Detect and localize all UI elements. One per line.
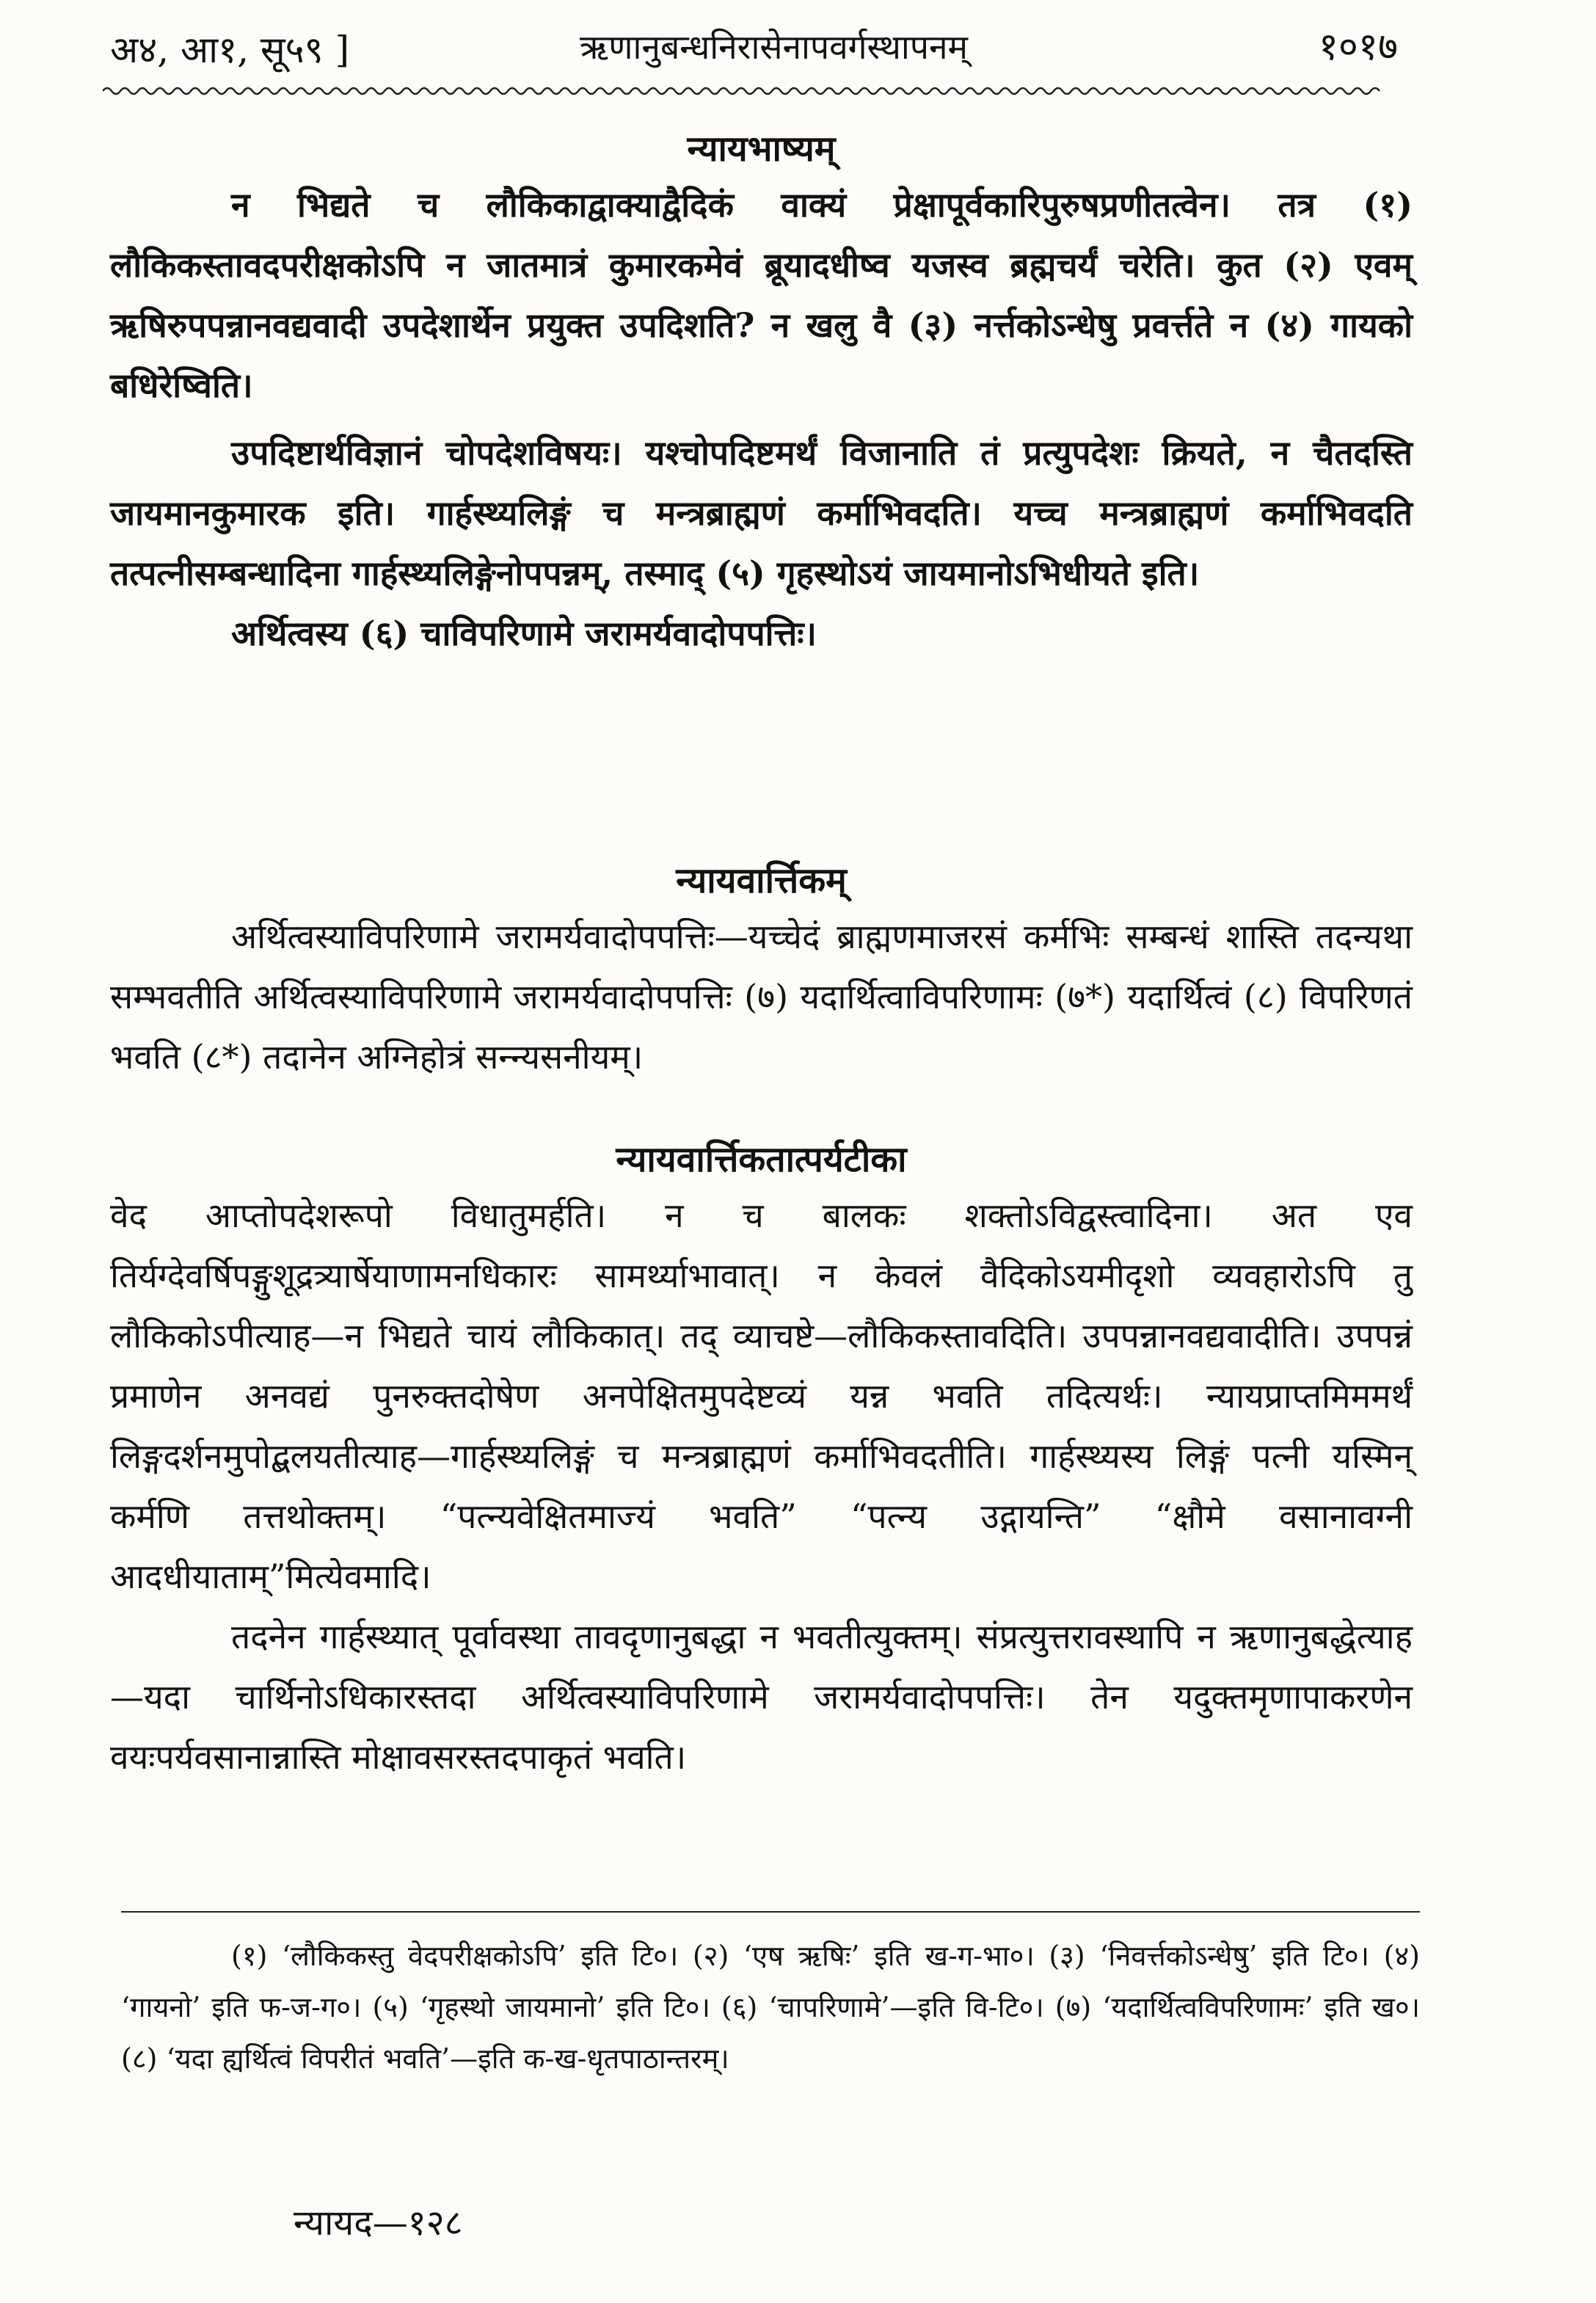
tika-section (110, 1134, 1413, 1787)
tika-paragraph: वेद आप्तोपदेशरूपो विधातुमर्हति। न च बालकः शक्तोऽविद्वस्त्वादिना। अत एव तिर्यग्देवर्षिपङ्गुशूद्रत्र्यार्षेयाणामनधिकारः सामर्थ्याभावात्। न केवलं वैदिकोऽयमीदृशो व्यवहारोऽपि तु लौकिकोऽपीत्याह—न भिद्यते चायं लौकिकात्। तद् व्याचष्टे—लौकिकस्तावदिति। उपपन्नानवद्यवादीति। उपपन्नं प्रमाणेन अनवद्यं पुनरुक्तदोषेण अनपेक्षितमुपदेष्टव्यं यन्न भवति तदित्यर्थः। न्यायप्राप्तमिममर्थं लिङ्गदर्शनमुपोद्बलयतीत्याह—गार्हस्थ्यलिङ्गं च मन्त्रब्राह्मणं कर्माभिवदतीति। गार्हस्थ्यस्य लिङ्गं पत्नी यस्मिन् कर्मणि तत्तथोक्तम्। “पत्न्यवेक्षितमाज्यं भवति” “पत्न्य उद्गायन्ति” “क्षौमे वसानावग्नी आदधीयाताम्”मित्येवमादि। (110, 1196, 1413, 1596)
signature-mark: न्यायद—१२८ (294, 2202, 463, 2244)
wavy-divider (103, 82, 1420, 100)
footnotes: (१) ‘लौकिकस्तु वेदपरीक्षकोऽपि’ इति टि०। (२) ‘एष ऋषिः’ इति ख-ग-भा०। (३) ‘निवर्त्तकोऽन्धेषु’ इति टि०। (४) ‘गायनो’ इति फ-ज-ग०। (५) ‘गृहस्थो जायमानो’ इति टि०। (६) ‘चापरिणामे’—इति वि-टि०। (७) ‘यदार्थित्वविपरिणामः’ इति ख०। (८) ‘यदा ह्यर्थित्वं विपरीतं भवति’—इति क-ख-धृतपाठान्तरम्। (121, 1940, 1420, 2075)
section-heading-nyayavartika: न्यायवार्त्तिकम् (676, 860, 847, 901)
section-heading-nyayabhashya: न्यायभाष्यम् (687, 128, 836, 170)
bhashya-paragraph: उपदिष्टार्थविज्ञानं चोपदेशविषयः। यश्चोपदिष्टमर्थं विजानाति तं प्रत्युपदेशः क्रियते, न चैतदस्ति जायमानकुमारक इति। गार्हस्थ्यलिङ्गं च मन्त्रब्राह्मणं कर्माभिवदति। यच्च मन्त्रब्राह्मणं कर्माभिवदति तत्पत्नीसम्बन्धादिना गार्हस्थ्यलिङ्गेनोपपन्नम्, तस्माद् (५) गृहस्थोऽयं जायमानोऽभिधीयते इति। (110, 433, 1413, 593)
chapter-reference: अ४, आ१, सू५९ ] (110, 29, 350, 71)
page-number: १०१७ (1318, 25, 1398, 69)
tika-paragraph: तदनेन गार्हस्थ्यात् पूर्वावस्था तावदृणानुबद्धा न भवतीत्युक्तम्। संप्रत्युत्तरावस्थापि न ऋणानुबद्धेत्याह—यदा चार्थिनोऽधिकारस्तदा अर्थित्वस्याविपरिणामे जरामर्यवादोपपत्तिः। तेन यदुक्तमृणापाकरणेन वयःपर्यवसानान्नास्ति मोक्षावसरस्तदपाकृतं भवति। (110, 1617, 1413, 1777)
sutra-line: अर्थित्वस्य (६) चाविपरिणामे जरामर्यवादोपपत्तिः। (231, 614, 817, 653)
vartika-section (110, 855, 1413, 1087)
vartika-paragraph: अर्थित्वस्याविपरिणामे जरामर्यवादोपपत्तिः—यच्चेदं ब्राह्मणमाजरसं कर्मभिः सम्बन्धं शास्ति तदन्यथा सम्भवतीति अर्थित्वस्याविपरिणामे जरामर्यवादोपपत्तिः (७) यदार्थित्वाविपरिणामः (७*) यदार्थित्वं (८) विपरिणतं भवति (८*) तदानेन अग्निहोत्रं सन्न्यसनीयम्। (110, 917, 1413, 1077)
bhashya-section (110, 123, 1413, 663)
running-title: ऋणानुबन्धनिरासेनापवर्गस्थापनम् (580, 27, 968, 67)
bhashya-paragraph: न भिद्यते च लौकिकाद्वाक्याद्वैदिकं वाक्यं प्रेक्षापूर्वकारिपुरुषप्रणीतत्वेन। तत्र (१) लौकिकस्तावदपरीक्षकोऽपि न जातमात्रं कुमारकमेवं ब्रूयादधीष्व यजस्व ब्रह्मचर्यं चरेति। कुत (२) एवम् ऋषिरुपपन्नानवद्यवादी उपदेशार्थेन प्रयुक्त उपदिशति? न खलु वै (३) नर्त्तकोऽन्धेषु प्रवर्त्तते न (४) गायको बधिरेष्विति। (110, 185, 1413, 405)
footnote-rule (121, 1911, 1420, 1913)
running-header (0, 16, 1596, 82)
section-heading-tatparyatika: न्यायवार्त्तिकतात्पर्यटीका (616, 1139, 907, 1180)
